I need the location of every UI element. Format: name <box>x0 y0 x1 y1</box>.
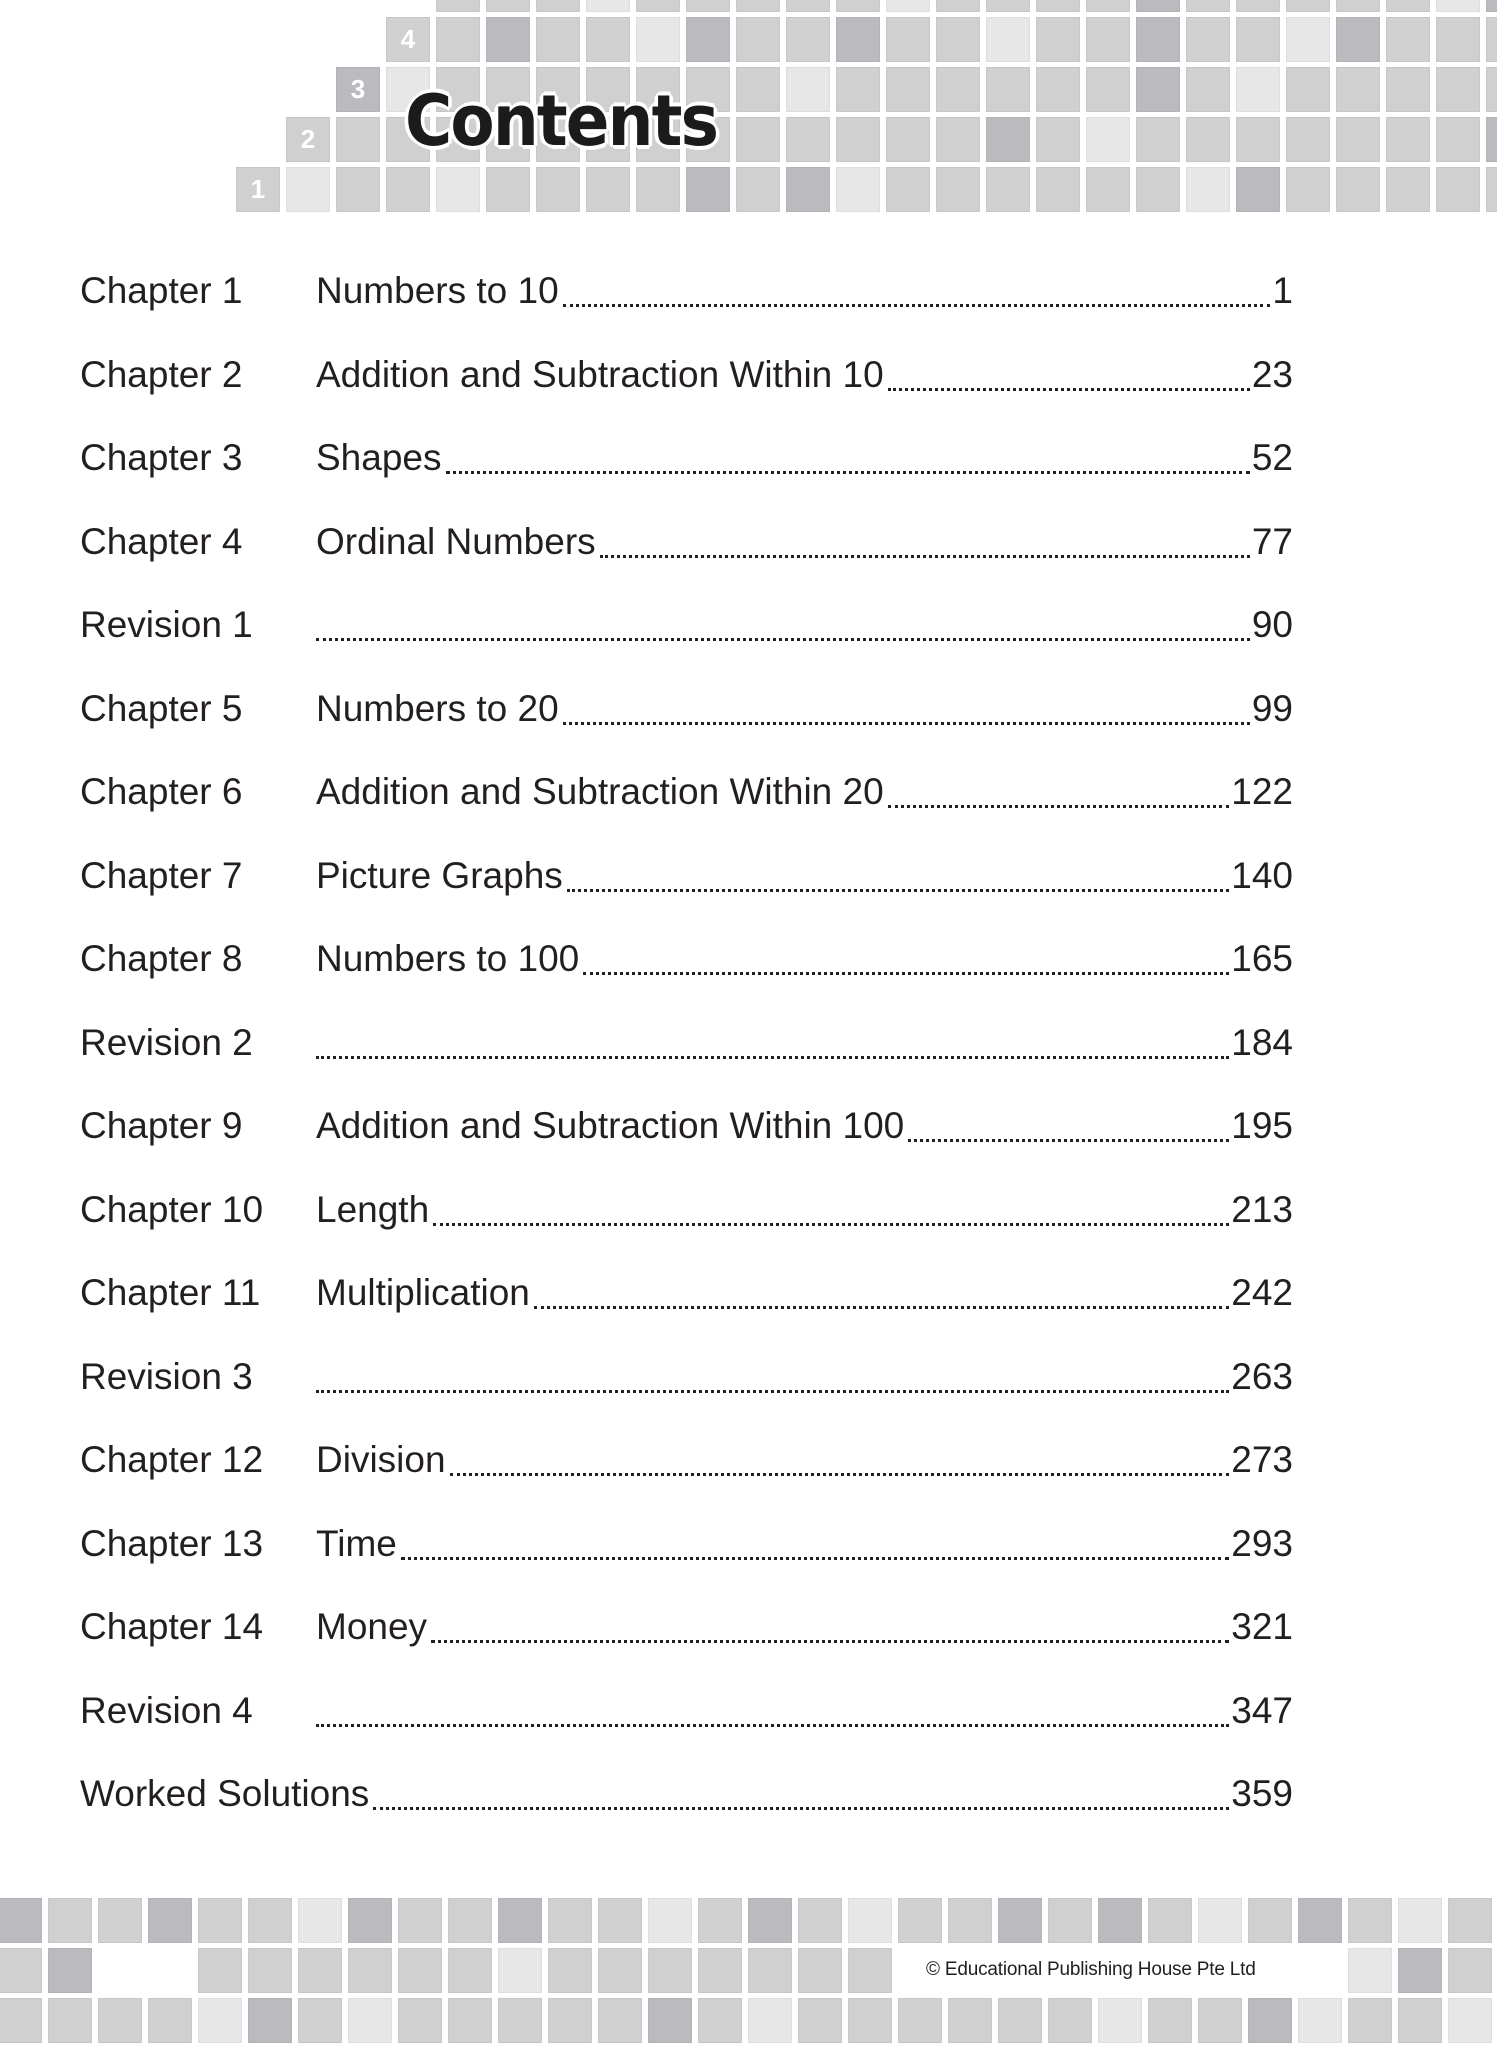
decorative-tile <box>836 17 880 62</box>
dot-leader <box>446 471 1250 474</box>
tile-number-3: 3 <box>350 74 366 104</box>
toc-entry-line <box>316 1018 1293 1068</box>
toc-entry-page: 99 <box>1251 687 1293 729</box>
toc-entry-page: 293 <box>1231 1522 1293 1564</box>
toc-entry[interactable] <box>80 266 1293 316</box>
decorative-tile <box>98 1998 142 2043</box>
toc-entry[interactable] <box>80 1602 1293 1652</box>
decorative-tile <box>486 17 530 62</box>
toc-entry-page: 213 <box>1231 1188 1293 1230</box>
decorative-tile <box>1486 167 1497 212</box>
decorative-tile <box>586 167 630 212</box>
decorative-tile <box>1236 167 1280 212</box>
decorative-tile <box>736 17 780 62</box>
toc-entry-title: Length <box>316 1188 430 1230</box>
decorative-tile <box>686 17 730 62</box>
decorative-tile <box>1298 1998 1342 2043</box>
decorative-tile <box>1386 167 1430 212</box>
decorative-tile <box>886 117 930 162</box>
decorative-tile <box>736 167 780 212</box>
decorative-tile <box>1348 1998 1392 2043</box>
decorative-tile <box>536 17 580 62</box>
toc-entry-label: Revision 4 <box>80 1689 253 1731</box>
decorative-tile <box>748 1998 792 2043</box>
toc-entry-page: 347 <box>1231 1689 1293 1731</box>
decorative-tile <box>936 117 980 162</box>
decorative-tile <box>1136 67 1180 112</box>
decorative-tile <box>936 17 980 62</box>
decorative-tile <box>1448 1998 1492 2043</box>
decorative-tile <box>886 167 930 212</box>
decorative-tile <box>1048 1998 1092 2043</box>
dot-leader <box>888 805 1230 808</box>
decorative-tile <box>486 167 530 212</box>
toc-entry-line <box>80 1769 1293 1819</box>
toc-entry[interactable] <box>80 1519 1293 1569</box>
decorative-tile <box>1248 1998 1292 2043</box>
decorative-tile <box>686 167 730 212</box>
toc-entry-label: Chapter 2 <box>80 353 243 395</box>
decorative-tile <box>1086 0 1130 12</box>
decorative-tile <box>736 117 780 162</box>
decorative-tile <box>986 17 1030 62</box>
dot-leader <box>563 304 1271 307</box>
toc-entry[interactable] <box>80 433 1293 483</box>
decorative-tile <box>1486 17 1497 62</box>
decorative-tile <box>1198 1898 1242 1943</box>
decorative-tile <box>336 167 380 212</box>
toc-entry-line <box>316 266 1293 316</box>
decorative-tile <box>1336 167 1380 212</box>
decorative-tile <box>498 1948 542 1993</box>
toc-entry-line <box>316 684 1293 734</box>
decorative-tile <box>1286 117 1330 162</box>
decorative-tile <box>1348 1898 1392 1943</box>
toc-entry-page: 184 <box>1231 1021 1293 1063</box>
toc-entry-page: 273 <box>1231 1439 1293 1480</box>
decorative-tile <box>1186 67 1230 112</box>
toc-entry-title: Ordinal Numbers <box>316 520 596 562</box>
toc-entry-title: Addition and Subtraction Within 20 <box>316 771 884 812</box>
toc-entry-page: 122 <box>1231 771 1293 812</box>
decorative-tile <box>148 1898 192 1943</box>
toc-entry-title: Numbers to 100 <box>316 938 580 979</box>
decorative-tile <box>698 1948 742 1993</box>
toc-entry-page: 23 <box>1251 353 1293 395</box>
toc-entry-page: 52 <box>1251 437 1293 478</box>
decorative-tile <box>1148 1998 1192 2043</box>
toc-entry-line <box>316 1519 1293 1569</box>
dot-leader <box>600 555 1250 558</box>
dot-leader <box>563 722 1250 725</box>
dot-leader <box>316 1390 1229 1393</box>
decorative-tile <box>486 0 530 12</box>
decorative-tile <box>1036 0 1080 12</box>
decorative-tile <box>298 1998 342 2043</box>
toc-entry-label: Chapter 4 <box>80 520 243 562</box>
decorative-tile <box>798 1948 842 1993</box>
toc-entry-label: Chapter 5 <box>80 687 243 729</box>
toc-entry[interactable] <box>80 600 1293 650</box>
decorative-tile <box>448 1948 492 1993</box>
toc-entry-line <box>316 934 1293 984</box>
decorative-tile <box>886 17 930 62</box>
toc-entry-title: Worked Solutions <box>80 1773 370 1814</box>
decorative-tile <box>786 0 830 12</box>
toc-entry-line <box>316 1352 1293 1402</box>
toc-entry-line <box>316 517 1293 567</box>
toc-entry-title: Time <box>316 1522 397 1564</box>
dot-leader <box>433 1223 1229 1226</box>
toc-entry-line <box>316 1602 1293 1652</box>
decorative-tile <box>1136 167 1180 212</box>
decorative-tile <box>1086 67 1130 112</box>
toc-entry-label: Chapter 10 <box>80 1188 264 1230</box>
decorative-tile <box>498 1898 542 1943</box>
decorative-tile <box>0 1948 42 1993</box>
decorative-tile <box>1448 1948 1492 1993</box>
decorative-tile <box>1436 167 1480 212</box>
dot-leader <box>534 1306 1229 1309</box>
decorative-tile <box>586 0 630 12</box>
decorative-tile <box>786 67 830 112</box>
decorative-tile <box>636 0 680 12</box>
decorative-tile <box>436 167 480 212</box>
toc-entry-line <box>316 1686 1293 1736</box>
decorative-tile <box>198 1948 242 1993</box>
decorative-tile <box>1286 67 1330 112</box>
decorative-tile <box>986 167 1030 212</box>
toc-entry-page: 321 <box>1231 1606 1293 1647</box>
decorative-tile <box>448 1998 492 2043</box>
dot-leader <box>316 1056 1229 1059</box>
decorative-tile <box>248 1948 292 1993</box>
decorative-tile <box>48 1898 92 1943</box>
decorative-tile <box>1486 67 1497 112</box>
decorative-tile <box>1298 1898 1342 1943</box>
decorative-tile <box>1386 117 1430 162</box>
decorative-tile <box>448 1898 492 1943</box>
toc-entry-label: Chapter 13 <box>80 1522 264 1564</box>
decorative-tile <box>948 1898 992 1943</box>
decorative-tile <box>648 1998 692 2043</box>
decorative-tile <box>948 1998 992 2043</box>
decorative-tile <box>1236 117 1280 162</box>
decorative-tile <box>1336 117 1380 162</box>
toc-entry-page: 263 <box>1231 1355 1293 1397</box>
tile-number-4: 4 <box>400 24 416 54</box>
decorative-tile <box>1036 67 1080 112</box>
page-title: Contents <box>405 80 718 162</box>
toc-entry[interactable] <box>80 767 1293 817</box>
toc-entry[interactable] <box>80 684 1293 734</box>
decorative-tile <box>248 1898 292 1943</box>
toc-entry-title: Multiplication <box>316 1272 530 1313</box>
decorative-tile <box>148 1998 192 2043</box>
toc-entry-label: Chapter 3 <box>80 437 243 478</box>
tile-number-2: 2 <box>300 124 316 154</box>
decorative-tile <box>1286 167 1330 212</box>
decorative-tile <box>1436 17 1480 62</box>
decorative-tile <box>1336 0 1380 12</box>
decorative-tile <box>1336 17 1380 62</box>
decorative-tile <box>1198 1998 1242 2043</box>
toc-entry-page: 242 <box>1231 1272 1293 1313</box>
decorative-tile <box>398 1948 442 1993</box>
decorative-tile <box>598 1948 642 1993</box>
toc-entry-title: Numbers to 10 <box>316 270 559 311</box>
decorative-tile <box>586 17 630 62</box>
dot-leader <box>316 638 1250 641</box>
toc-entry[interactable] <box>80 1435 1293 1485</box>
toc-entry-line <box>316 600 1293 650</box>
dot-leader <box>908 1139 1229 1142</box>
decorative-tile <box>1136 17 1180 62</box>
dot-leader <box>431 1640 1229 1643</box>
decorative-tile <box>648 1948 692 1993</box>
dot-leader <box>583 972 1229 975</box>
decorative-tile <box>1048 1898 1092 1943</box>
decorative-tile <box>48 1948 92 1993</box>
toc-entry-title: Shapes <box>316 437 442 478</box>
toc-entry-label: Revision 3 <box>80 1355 253 1397</box>
decorative-tile <box>986 0 1030 12</box>
decorative-tile <box>848 1998 892 2043</box>
decorative-tile <box>1136 117 1180 162</box>
toc-entry-label: Revision 1 <box>80 604 253 645</box>
toc-entry-label: Chapter 14 <box>80 1606 264 1647</box>
toc-entry-line <box>316 1268 1293 1318</box>
decorative-tile <box>1186 0 1230 12</box>
dot-leader <box>401 1557 1229 1560</box>
toc-entry[interactable] <box>80 350 1293 400</box>
decorative-tile <box>836 167 880 212</box>
decorative-tile <box>998 1898 1042 1943</box>
decorative-tile <box>1336 67 1380 112</box>
toc-entry[interactable] <box>80 1101 1293 1151</box>
toc-entry-line <box>316 350 1293 400</box>
dot-leader <box>450 1473 1230 1476</box>
decorative-tile <box>0 1998 42 2043</box>
tile-number-1: 1 <box>250 174 266 204</box>
decorative-tile <box>48 1998 92 2043</box>
decorative-tile <box>798 1998 842 2043</box>
toc-entry-label: Chapter 1 <box>80 270 243 311</box>
decorative-tile <box>298 1898 342 1943</box>
decorative-tile <box>536 0 580 12</box>
decorative-tile <box>898 1898 942 1943</box>
decorative-tile <box>0 1898 42 1943</box>
decorative-tile <box>548 1948 592 1993</box>
decorative-tile <box>936 167 980 212</box>
decorative-tile <box>348 1898 392 1943</box>
toc-entry-page: 77 <box>1251 520 1293 562</box>
decorative-tile <box>1236 0 1280 12</box>
decorative-tile <box>1386 67 1430 112</box>
decorative-tile <box>636 17 680 62</box>
decorative-tile <box>1436 117 1480 162</box>
toc-entry-title: Addition and Subtraction Within 10 <box>316 353 884 395</box>
dot-leader <box>316 1724 1229 1727</box>
decorative-tile <box>748 1948 792 1993</box>
decorative-tile <box>1098 1898 1142 1943</box>
decorative-tile <box>336 117 380 162</box>
decorative-tile <box>786 167 830 212</box>
decorative-tile <box>1086 17 1130 62</box>
toc-entry-page: 359 <box>1231 1773 1293 1814</box>
decorative-tile <box>1286 17 1330 62</box>
decorative-tile <box>548 1898 592 1943</box>
decorative-tile <box>698 1898 742 1943</box>
decorative-tile <box>1398 1948 1442 1993</box>
decorative-tile <box>548 1998 592 2043</box>
toc-entry[interactable] <box>80 1185 1293 1235</box>
decorative-tile <box>786 17 830 62</box>
decorative-tile <box>348 1998 392 2043</box>
toc-entry-worked-solutions[interactable] <box>80 1769 1293 1819</box>
decorative-tile <box>198 1998 242 2043</box>
decorative-tile <box>1186 167 1230 212</box>
decorative-tile <box>436 17 480 62</box>
toc-entry-page: 1 <box>1272 270 1293 311</box>
dot-leader <box>373 1807 1229 1810</box>
toc-entry-line <box>316 1101 1293 1151</box>
decorative-tile <box>1248 1898 1292 1943</box>
decorative-tile <box>98 1898 142 1943</box>
toc-entry-label: Chapter 11 <box>80 1272 261 1313</box>
toc-entry-label: Chapter 7 <box>80 854 243 896</box>
toc-entry[interactable] <box>80 1268 1293 1318</box>
toc-entry-page: 165 <box>1231 938 1293 979</box>
decorative-tile <box>386 167 430 212</box>
decorative-tile <box>1236 67 1280 112</box>
decorative-tile <box>748 1898 792 1943</box>
decorative-tile <box>848 1898 892 1943</box>
dot-leader <box>888 388 1250 391</box>
decorative-tile <box>498 1998 542 2043</box>
decorative-tile <box>1136 0 1180 12</box>
decorative-tile <box>1036 117 1080 162</box>
decorative-tile <box>1448 1898 1492 1943</box>
toc-entry-page: 195 <box>1231 1105 1293 1146</box>
decorative-tile <box>348 1948 392 1993</box>
toc-entry-label: Chapter 9 <box>80 1105 243 1146</box>
toc-entry-title: Addition and Subtraction Within 100 <box>316 1105 905 1146</box>
toc-entry[interactable] <box>80 1686 1293 1736</box>
decorative-tile <box>248 1998 292 2043</box>
decorative-tile <box>1398 1998 1442 2043</box>
decorative-tile <box>698 1998 742 2043</box>
decorative-tile <box>1486 0 1497 12</box>
decorative-tile <box>1286 0 1330 12</box>
decorative-tile <box>1036 17 1080 62</box>
decorative-tile <box>198 1898 242 1943</box>
decorative-tile <box>1436 67 1480 112</box>
toc-entry-page: 140 <box>1231 854 1293 896</box>
toc-entry-label: Revision 2 <box>80 1021 253 1063</box>
toc-entry[interactable] <box>80 1352 1293 1402</box>
decorative-tile <box>986 67 1030 112</box>
decorative-tile <box>836 67 880 112</box>
decorative-tile <box>898 1998 942 2043</box>
decorative-tile <box>1386 17 1430 62</box>
toc-entry-label: Chapter 12 <box>80 1439 264 1480</box>
decorative-tile <box>1386 0 1430 12</box>
decorative-tile <box>1398 1898 1442 1943</box>
decorative-tile <box>686 0 730 12</box>
decorative-tile <box>886 67 930 112</box>
toc-entry-page: 90 <box>1251 604 1293 645</box>
toc-entry-line <box>316 767 1293 817</box>
decorative-tile <box>1186 117 1230 162</box>
decorative-tile <box>936 67 980 112</box>
toc-entry-line <box>316 851 1293 901</box>
decorative-tile <box>1098 1998 1142 2043</box>
decorative-tile <box>848 1948 892 1993</box>
decorative-tile <box>986 117 1030 162</box>
decorative-tile <box>886 0 930 12</box>
toc-entry-label: Chapter 6 <box>80 771 243 812</box>
decorative-tile <box>636 167 680 212</box>
toc-entry-title: Money <box>316 1606 428 1647</box>
decorative-tile <box>936 0 980 12</box>
toc-entry-title: Division <box>316 1439 446 1480</box>
decorative-tile <box>436 0 480 12</box>
decorative-tile <box>648 1898 692 1943</box>
decorative-tile <box>598 1998 642 2043</box>
toc-entry[interactable] <box>80 851 1293 901</box>
decorative-tile <box>736 67 780 112</box>
toc-entry-line <box>316 1435 1293 1485</box>
decorative-tile <box>298 1948 342 1993</box>
toc-entry-line <box>316 1185 1293 1235</box>
decorative-tile <box>1086 117 1130 162</box>
toc-entry-label: Chapter 8 <box>80 938 243 979</box>
toc-entry-title: Picture Graphs <box>316 854 563 896</box>
decorative-tile <box>286 167 330 212</box>
decorative-tile <box>1036 167 1080 212</box>
toc-entry-title: Numbers to 20 <box>316 687 559 729</box>
decorative-tile <box>836 0 880 12</box>
decorative-tile <box>536 167 580 212</box>
decorative-tile <box>786 117 830 162</box>
decorative-tile <box>1436 0 1480 12</box>
toc-entry[interactable] <box>80 517 1293 567</box>
decorative-tile <box>836 117 880 162</box>
decorative-tile <box>1348 1948 1392 1993</box>
decorative-tile <box>1086 167 1130 212</box>
decorative-tile <box>1236 17 1280 62</box>
decorative-tile <box>398 1898 442 1943</box>
decorative-tile <box>1148 1898 1192 1943</box>
toc-entry[interactable] <box>80 934 1293 984</box>
decorative-tile <box>598 1898 642 1943</box>
decorative-tile <box>798 1898 842 1943</box>
decorative-tile <box>1486 117 1497 162</box>
decorative-tile <box>736 0 780 12</box>
decorative-tile <box>1186 17 1230 62</box>
toc-entry-line <box>316 433 1293 483</box>
decorative-tile <box>998 1998 1042 2043</box>
decorative-tile <box>398 1998 442 2043</box>
copyright-notice: © Educational Publishing House Pte Ltd <box>926 1959 1256 1980</box>
toc-entry[interactable] <box>80 1018 1293 1068</box>
dot-leader <box>567 889 1229 892</box>
